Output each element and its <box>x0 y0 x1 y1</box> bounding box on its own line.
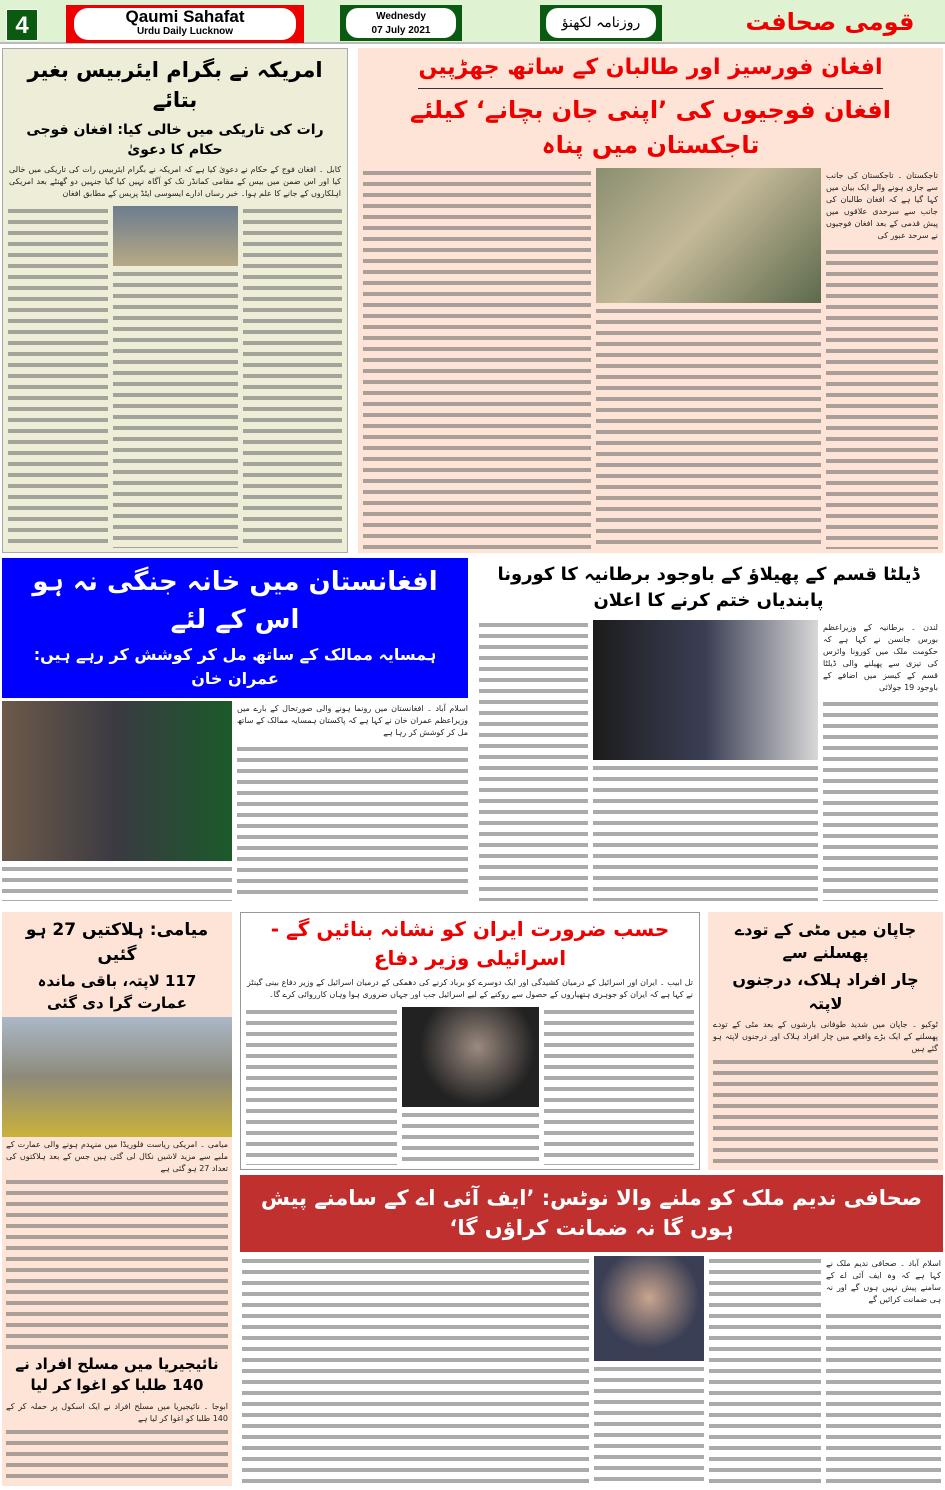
article-columns <box>358 164 943 553</box>
nadeem-malik-photo <box>594 1256 704 1361</box>
column <box>402 1007 539 1165</box>
article-body-text <box>8 206 108 548</box>
column <box>237 701 468 901</box>
article-nadeem <box>240 1175 943 1486</box>
article-body-text <box>544 1007 695 1165</box>
column <box>113 206 238 548</box>
column <box>8 206 108 548</box>
article-lead: اسلام آباد ۔ صحافی ندیم ملک نے کہا ہے کہ وہ ایف آئی اے کے سامنے پیش نہیں ہوں گے اور نہ ہی ضمانت کرائیں گے <box>826 1258 941 1304</box>
subheadline: 117 لاپتہ، باقی ماندہ عمارت گرا دی گئی <box>37 972 197 1013</box>
article-body-text <box>593 763 818 901</box>
article-miami <box>2 912 232 1486</box>
column <box>594 1256 704 1486</box>
divider <box>418 88 883 89</box>
nigeria-headline: نائیجیریا میں مسلح افراد نے 140 طلبا کو اغوا کر لیا <box>15 1354 219 1395</box>
headline: ڈیلٹا قسم کے پھیلاؤ کے باوجود برطانیہ کا کورونا پابندیاں ختم کرنے کا اعلان <box>497 564 920 612</box>
article-body-text <box>826 247 938 549</box>
article-body-text <box>823 699 938 901</box>
headline: افغانستان میں خانہ جنگی نہ ہو اس کے لئے <box>32 567 438 635</box>
column <box>544 1007 695 1165</box>
column <box>243 206 343 548</box>
article-body-text <box>2 864 232 901</box>
urdu-logo: قومی صحافت <box>745 8 915 36</box>
article-body-text <box>246 1007 397 1165</box>
article-body-text <box>596 306 821 549</box>
headline: جاپان میں مٹی کے تودے پھسلنے سے <box>734 920 917 963</box>
column <box>593 620 818 901</box>
article-body-text <box>709 1256 821 1486</box>
headline: حسب ضرورت ایران کو نشانہ بنائیں گے - اسرائیلی وزیر دفاع <box>270 917 670 970</box>
article-columns <box>241 1003 699 1169</box>
troops-photo <box>113 206 238 266</box>
subheadline: چار افراد ہلاک، درجنوں لاپتہ <box>732 970 919 1013</box>
masthead-subtitle: Urdu Daily Lucknow <box>136 26 234 37</box>
article-lead: میامی ۔ امریکی ریاست فلوریڈا میں منہدم ہونے والی عمارت کے ملبے سے مزید لاشیں نکال لی گئی ہیں جس کے بعد ہلاکتوں کی تعداد 27 ہو گئی ہے <box>6 1139 228 1173</box>
column <box>2 701 232 901</box>
weekday: Wednesdy <box>376 11 426 22</box>
headline: صحافی ندیم ملک کو ملنے والا نوٹس: ’ایف آئی اے کے سامنے پیش ہوں گا نہ ضمانت کراؤں گا‘ <box>260 1186 923 1241</box>
column <box>709 1256 821 1486</box>
imran-khan-photo <box>2 701 232 861</box>
article-body-text <box>402 1110 539 1165</box>
headline: افغان فوجیوں کی ’اپنی جان بچانے‘ کیلئے تاجکستان میں پناہ <box>410 95 891 159</box>
article-lead: تل ابیب ۔ ایران اور اسرائیل کے درمیان کشیدگی اور ایک دوسرے کو برباد کرنے کی دھمکی کے درمیان اسرائیل کے وزیر دفاع بینی گینٹز نے کہا ہے کہ ایران کو جوہری ہتھیاروں کے حصول سے روکنے کے لیے اسرائیل جب اور جہاں ضروری ہوا وہاں کارروائی کرے گا۔ <box>247 978 693 999</box>
article-columns <box>3 202 347 552</box>
column <box>246 1007 397 1165</box>
date-box <box>340 5 462 41</box>
subheadline: ہمسایہ ممالک کے ساتھ مل کر کوشش کر رہے ہیں: عمران خان <box>33 645 437 688</box>
article-imran <box>2 558 468 904</box>
masthead-title: Qaumi Sahafat <box>125 7 245 26</box>
nigeria-lead: ابوجا ۔ نائیجیریا میں مسلح افراد نے ایک اسکول پر حملہ کر کے 140 طلبا کو اغوا کر لیا ہے <box>6 1402 228 1423</box>
article-lead: ٹوکیو ۔ جاپان میں شدید طوفانی بارشوں کے بعد مٹی کے تودے پھسلنے کے ایک بڑے واقعے میں چار افراد ہلاک اور درجنوں لاپتہ ہو گئے ہیں <box>713 1019 938 1053</box>
column <box>479 620 588 901</box>
column <box>826 1256 941 1486</box>
article-columns <box>2 698 468 904</box>
kicker: افغان فورسیز اور طالبان کے ساتھ جھڑپیں <box>418 55 883 80</box>
column <box>823 620 938 901</box>
nadeem-banner <box>240 1175 943 1252</box>
subheadline: رات کی تاریکی میں خالی کیا: افغان فوجی حکام کا دعویٰ <box>26 121 324 159</box>
article-lead: تاجکستان ۔ تاجکستان کی جانب سے جاری ہونے والے ایک بیان میں کہا گیا ہے کہ افغان طالبان کی جانب سے سرحدی علاقوں میں پیش قدمی کے بعد افغان فوجیوں نے سرحد عبور کی <box>826 171 938 241</box>
article-lead: کابل ۔ افغان فوج کے حکام نے دعویٰ کیا ہے کہ امریکہ نے بگرام ایئربیس رات کی تاریکی میں خالی کیا اور اس ضمن میں بیس کے مقامی کمانڈر تک کو آگاہ نہیں کیا گیا جنہیں دو گھنٹے بعد امریکی اہلکاروں کے جانے کا علم ہوا۔ خبر رساں ادارے ایسوسی ایٹڈ پریس کے مطابق افغان <box>9 165 342 199</box>
article-tajikistan <box>358 48 943 553</box>
article-body-text <box>113 269 238 548</box>
date: 07 July 2021 <box>371 25 431 36</box>
article-body-text <box>826 1311 941 1486</box>
article-body-text <box>243 206 343 548</box>
article-bagram <box>2 48 348 553</box>
article-body-text <box>713 1057 938 1166</box>
article-body-text <box>479 620 588 901</box>
article-delta <box>474 558 943 905</box>
column <box>242 1256 589 1486</box>
imran-banner <box>2 558 468 698</box>
article-columns <box>474 616 943 905</box>
article-lead: لندن ۔ برطانیہ کے وزیراعظم بورس جانسن نے کہا ہے کہ حکومت ملک میں کورونا وائرس کی تیزی سے پھیلنے والی ڈیلٹا قسم کے کیسز میں اضافے کے باوجود 19 جولائی <box>823 623 938 693</box>
article-body-text <box>6 1427 228 1482</box>
column <box>826 168 938 549</box>
article-body-text <box>594 1364 704 1486</box>
article-body-text <box>242 1256 589 1486</box>
headline: میامی: ہلاکتیں 27 ہو گئیں <box>25 920 209 965</box>
headline: امریکہ نے بگرام ایئربیس بغیر بتائے <box>27 58 323 113</box>
roznama-text: روزنامہ لکھنؤ <box>546 8 656 38</box>
page-number: 4 <box>6 9 38 41</box>
column <box>363 168 591 549</box>
article-body-text <box>237 744 468 901</box>
column <box>596 168 821 549</box>
article-body-text <box>6 1177 228 1352</box>
article-japan <box>708 912 943 1170</box>
masthead <box>66 5 304 43</box>
boris-johnson-photo <box>593 620 818 760</box>
article-columns <box>240 1252 943 1486</box>
article-lead: اسلام آباد ۔ افغانستان میں رونما ہونے والی صورتحال کے بارے میں وزیراعظم عمران خان نے کہا ہے کہ پاکستان ہمسایہ ممالک کے ساتھ مل کر کوشش کر رہا ہے <box>237 703 468 737</box>
roznama-box <box>540 5 662 41</box>
page-header <box>0 0 945 44</box>
soldiers-photo <box>596 168 821 303</box>
collapsed-building-photo <box>2 1017 232 1137</box>
article-israel <box>240 912 700 1170</box>
israeli-minister-photo <box>402 1007 539 1107</box>
article-body-text <box>363 168 591 549</box>
